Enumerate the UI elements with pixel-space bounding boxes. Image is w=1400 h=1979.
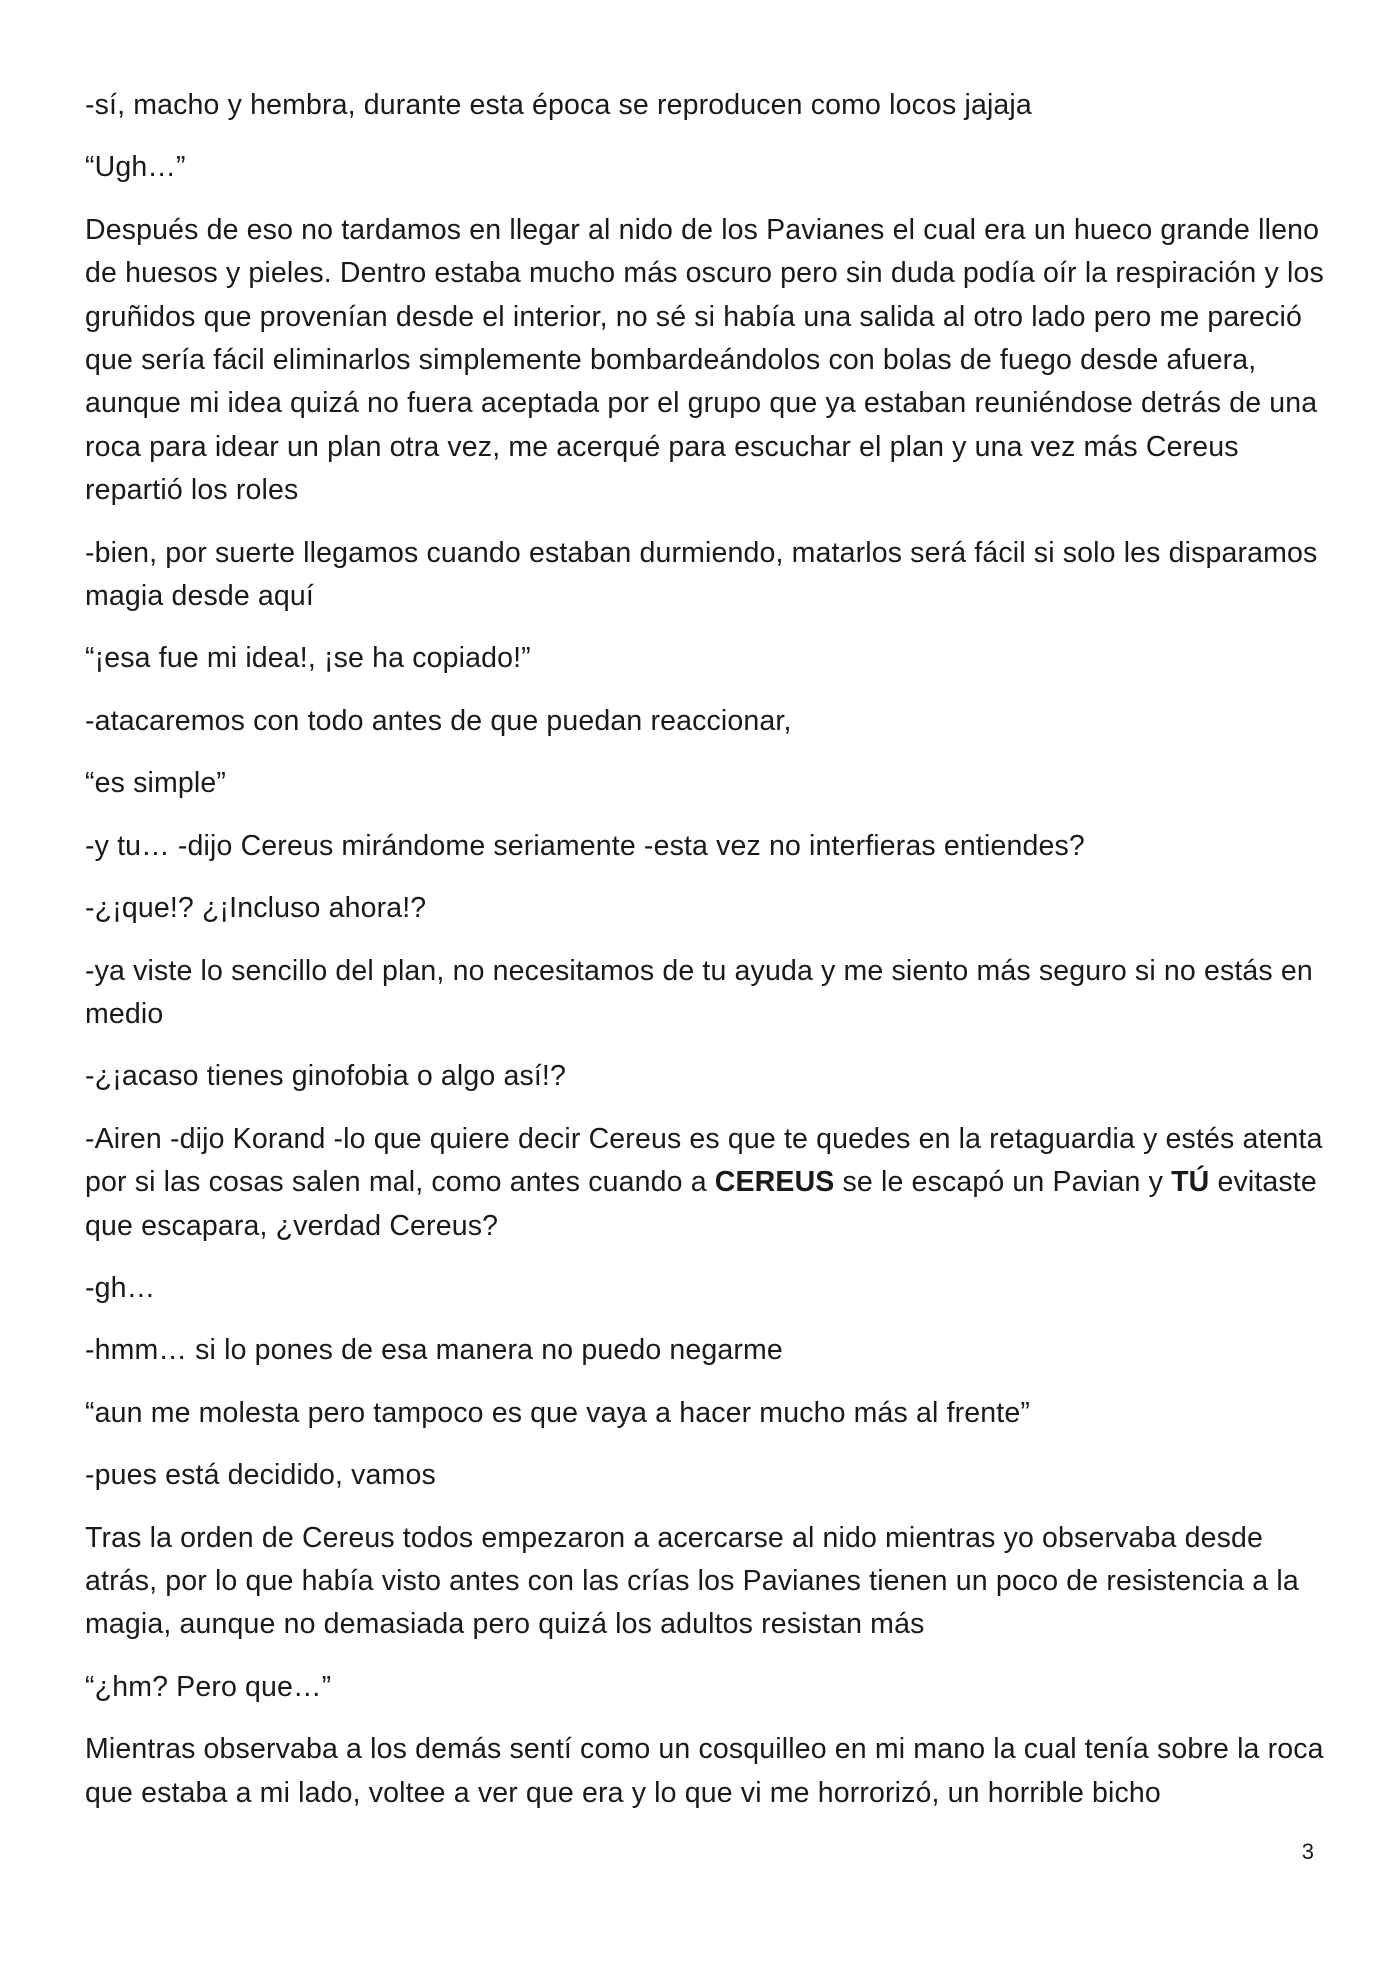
document-body [85,84,1325,1834]
paragraph: “es simple” [85,767,227,800]
page-number: 3 [1301,1839,1314,1864]
paragraph: Después de eso no tardamos en llegar al nido de los Pavianes el cual era un hueco grande lleno de huesos y pieles. Dentro estaba mucho más oscuro pero sin duda podía oír la respiración y los gruñidos que provenían desde el interior, no sé si había una salida al otro lado pero me pareció que sería fácil eliminarlos simplemente bombardeándolos con bolas de fuego desde afuera, aunque mi idea quizá no fuera aceptada por el grupo que ya estaban reuniéndose detrás de una roca para idear un plan otra vez, me acerqué para escuchar el plan y una vez más Cereus repartió los roles [85,213,1324,507]
paragraph: -¿¡que!? ¿¡Incluso ahora!? [85,892,427,925]
paragraph-text: -Airen -dijo Korand -lo que quiere decir Cereus es que te quedes en la retaguardia y estés atenta por si las cosas salen mal, como antes cuando a [85,1122,1323,1199]
paragraph-text: se le escapó un Pavian y [834,1166,1172,1199]
paragraph: -atacaremos con todo antes de que puedan reaccionar, [85,704,792,737]
bold-pronoun: TÚ [1171,1166,1210,1199]
paragraph: -gh… [85,1271,156,1304]
paragraph: -y tu… -dijo Cereus mirándome seriamente -esta vez no interfieras entiendes? [85,829,1085,862]
paragraph: “¿hm? Pero que…” [85,1670,332,1703]
paragraph: -ya viste lo sencillo del plan, no necesitamos de tu ayuda y me siento más seguro si no estás en medio [85,954,1313,1030]
paragraph [85,1118,1325,1248]
paragraph: -bien, por suerte llegamos cuando estaban durmiendo, matarlos será fácil si solo les disparamos magia desde aquí [85,536,1318,613]
paragraph: “Ugh…” [85,151,186,184]
bold-name: CEREUS [714,1166,835,1199]
paragraph: Mientras observaba a los demás sentí como un cosquilleo en mi mano la cual tenía sobre la roca que estaba a mi lado, voltee a ver que era y lo que vi me horrorizó, un horrible bicho [85,1733,1324,1809]
paragraph: -¿¡acaso tienes ginofobia o algo así!? [85,1060,566,1093]
paragraph: “aun me molesta pero tampoco es que vaya a hacer mucho más al frente” [85,1396,1030,1429]
paragraph: -sí, macho y hembra, durante esta época se reproducen como locos jajaja [85,89,1032,121]
paragraph-text: evitaste que escapara, ¿verdad Cereus? [85,1166,1317,1242]
paragraph: -hmm… si lo pones de esa manera no puedo negarme [85,1334,783,1367]
paragraph: “¡esa fue mi idea!, ¡se ha copiado!” [85,642,531,675]
paragraph: Tras la orden de Cereus todos empezaron a acercarse al nido mientras yo observaba desde atrás, por lo que había visto antes con las crías los Pavianes tienen un poco de resistencia a la magia, aunque no demasiada pero quizá los adultos resistan más [85,1521,1299,1641]
paragraph: -pues está decidido, vamos [85,1459,436,1492]
